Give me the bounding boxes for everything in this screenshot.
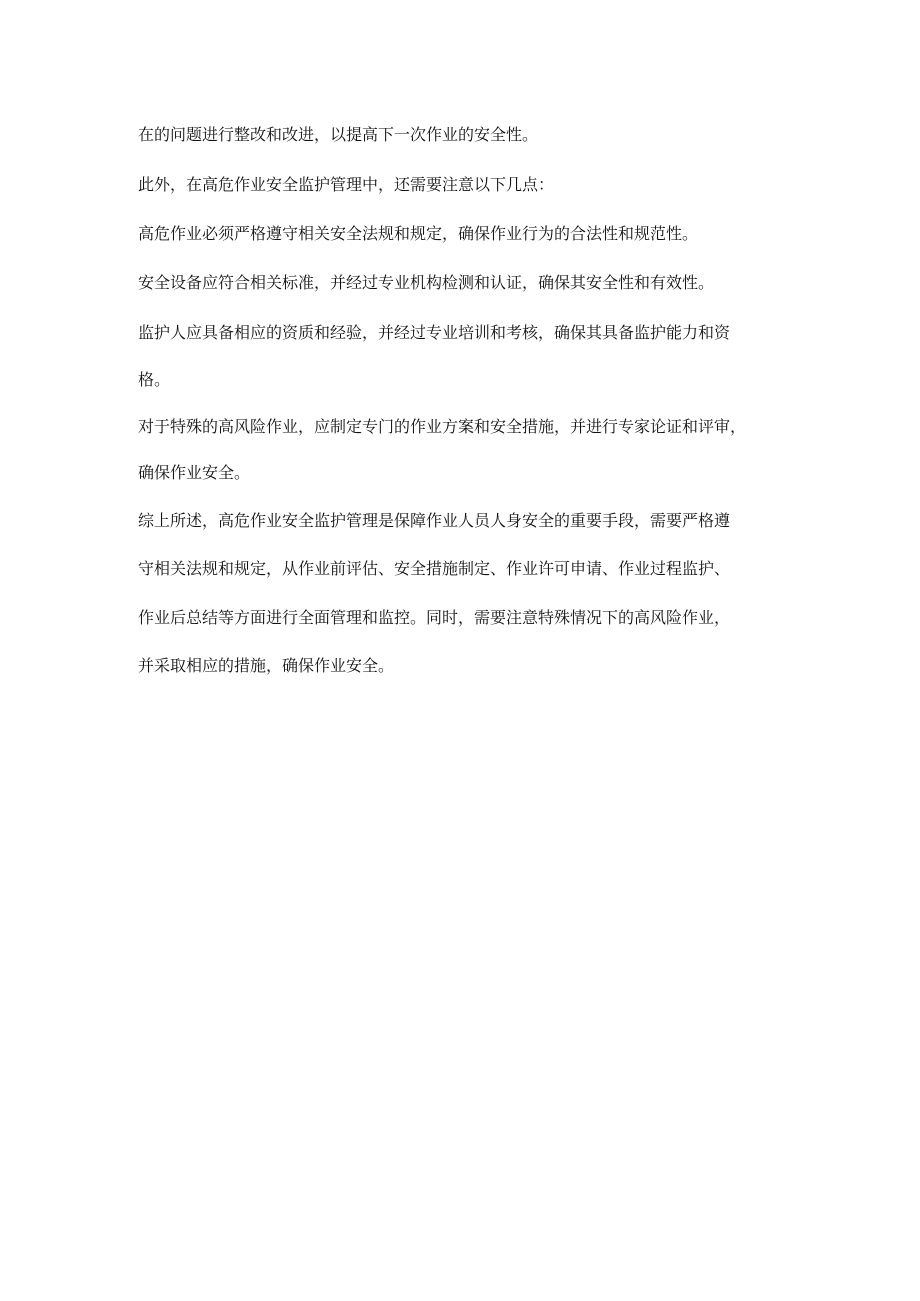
text-line: 监护人应具备相应的资质和经验，并经过专业培训和考核，确保其具备监护能力和资 — [138, 323, 731, 342]
text-line: 确保作业安全。 — [138, 463, 251, 482]
text-line: 并采取相应的措施，确保作业安全。 — [138, 656, 395, 675]
text-line: 守相关法规和规定，从作业前评估、安全措施制定、作业许可申请、作业过程监护、 — [138, 559, 731, 578]
text-line: 在的问题进行整改和改进，以提高下一次作业的安全性。 — [138, 125, 539, 144]
text-line: 格。 — [138, 370, 171, 389]
text-line: 安全设备应符合相关标准，并经过专业机构检测和认证，确保其安全性和有效性。 — [138, 273, 715, 292]
text-line: 对于特殊的高风险作业，应制定专门的作业方案和安全措施，并进行专家论证和评审， — [138, 417, 747, 436]
text-line: 此外，在高危作业安全监护管理中，还需要注意以下几点： — [138, 175, 555, 194]
text-line: 综上所述，高危作业安全监护管理是保障作业人员人身安全的重要手段，需要严格遵 — [138, 511, 731, 530]
text-line: 高危作业必须严格遵守相关安全法规和规定，确保作业行为的合法性和规范性。 — [138, 224, 699, 243]
text-line: 作业后总结等方面进行全面管理和监控。同时，需要注意特殊情况下的高风险作业， — [138, 608, 731, 627]
